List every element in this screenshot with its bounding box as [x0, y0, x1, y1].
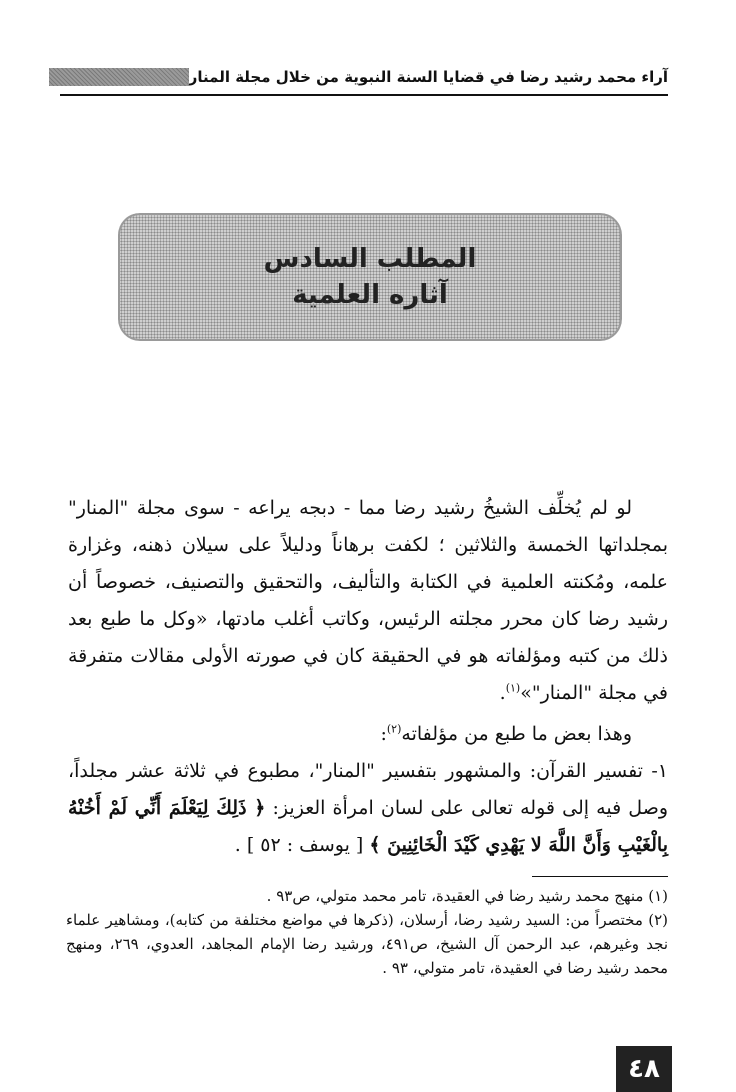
footnote-ref: (٢) [386, 722, 402, 736]
list-item-text: ١- تفسير القرآن: والمشهور بتفسير "المنار"، مطبوع في ثلاثة عشر مجلداً، وصل فيه إلى قوله تعالى على لسان امرأة العزيز: [68, 760, 669, 819]
page-number: ٤٨ [616, 1046, 672, 1092]
punctuation: . [499, 682, 506, 704]
footnote-ref: (١) [505, 681, 521, 695]
section-heading: المطلب السادس [263, 244, 477, 274]
verse-citation: [ يوسف : ٥٢ ] . [234, 834, 364, 856]
list-item [68, 753, 668, 864]
running-header [60, 62, 668, 92]
footnote: (٢) مختصراً من: السيد رشيد رضا، أرسلان، (ذكرها في مواضع مختلفة من كتابه)، ومشاهير علماء نجد وغيرهم، عبد الرحمن آل الشيخ، ص٤٩١، ورشيد رضا الإمام المجاهد، العدوي، ٢٦٩، ومنهج محمد رشيد رضا في العقيدة، تامر متولي، ٩٣ . [66, 911, 669, 977]
header-divider [60, 94, 668, 96]
paragraph [68, 716, 668, 753]
header-decorative-bar [49, 68, 189, 86]
paragraph-text: وهذا بعض ما طبع من مؤلفاته [401, 723, 632, 745]
section-title-box [118, 213, 622, 341]
body-text [68, 490, 668, 864]
footnote-divider [532, 876, 668, 877]
footnote: (١) منهج محمد رشيد رضا في العقيدة، تامر محمد متولي، ص٩٣ . [266, 887, 668, 905]
section-subheading: آثاره العلمية [292, 280, 448, 310]
punctuation: : [380, 723, 387, 745]
book-title: آراء محمد رشيد رضا في قضايا السنة النبوية من خلال مجلة المنار [188, 68, 668, 86]
paragraph [68, 490, 668, 712]
quran-verse: ﴿ ذَلِكَ لِيَعْلَمَ أَنِّي لَمْ أَخُنْهُ بِالْغَيْبِ وَأَنَّ اللَّهَ لا يَهْدِي كَيْدَ الْخَائِنِينَ ﴾ [68, 797, 668, 856]
footnotes [66, 884, 668, 980]
paragraph-text: لو لم يُخلِّف الشيخُ رشيد رضا مما - دبجه يراعه - سوى مجلة "المنار" بمجلداتها الخمسة والثلاثين ؛ لكفت برهاناً ودليلاً على سيلان ذهنه، وغزارة علمه، ومُكنته العلمية في الكتابة والتأليف، والتحقيق والتصنيف، خصوصاً أن رشيد رضا كان محرر مجلته الرئيس، وكاتب أغلب مادتها، «وكل ما طبع بعد ذلك من كتبه ومؤلفاته هو في الحقيقة كان في صورته الأولى مقالات متفرقة في مجلة "المنار"» [68, 497, 668, 704]
